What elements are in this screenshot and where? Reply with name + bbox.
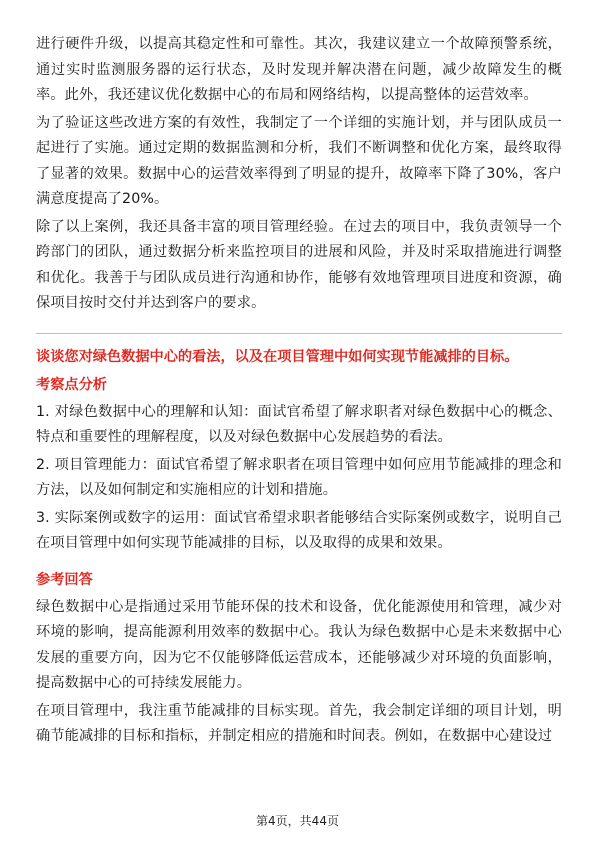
interview-question: 谈谈您对绿色数据中心的看法，以及在项目管理中如何实现节能减排的目标。: [36, 348, 519, 365]
section-divider: [36, 333, 562, 334]
analysis-item-1: 1. 对绿色数据中心的理解和认知：面试官希望了解求职者对绿色数据中心的概念、特点和重要性的理解程度，以及对绿色数据中心发展趋势的看法。: [36, 403, 562, 445]
document-body: [36, 32, 562, 752]
analysis-heading: 考察点分析: [36, 376, 107, 393]
analysis-item-2: 2. 项目管理能力：面试官希望了解求职者在项目管理中如何应用节能减排的理念和方法，以及如何制定和实施相应的计划和措施。: [36, 456, 562, 498]
answer-heading: 参考回答: [36, 571, 93, 588]
intro-paragraph-2: 为了验证这些改进方案的有效性，我制定了一个详细的实施计划，并与团队成员一起进行了实施。通过定期的数据监测和分析，我们不断调整和优化方案，最终取得了显著的效果。数据中心的运营效率得到了明显的提升，故障率下降了30%，客户满意度提高了20%。: [36, 114, 562, 207]
answer-paragraph-1: 绿色数据中心是指通过采用节能环保的技术和设备，优化能源使用和管理，减少对环境的影响，提高能源利用效率的数据中心。我认为绿色数据中心是未来数据中心发展的重要方向，因为它不仅能够降低运营成本，还能够减少对环境的负面影响，提高数据中心的可持续发展能力。: [36, 598, 562, 691]
intro-paragraph-1: 进行硬件升级，以提高其稳定性和可靠性。其次，我建议建立一个故障预警系统，通过实时监测服务器的运行状态，及时发现并解决潜在问题，减少故障发生的概率。此外，我还建议优化数据中心的布局和网络结构，以提高整体的运营效率。: [36, 36, 562, 103]
page-number: 第4页，共44页: [256, 814, 339, 828]
analysis-item-3: 3. 实际案例或数字的运用：面试官希望求职者能够结合实际案例或数字，说明自己在项目管理中如何实现节能减排的目标，以及取得的成果和效果。: [36, 509, 562, 551]
intro-paragraph-3: 除了以上案例，我还具备丰富的项目管理经验。在过去的项目中，我负责领导一个跨部门的团队，通过数据分析来监控项目的进展和风险，并及时采取措施进行调整和优化。我善于与团队成员进行沟通和协作，能够有效地管理项目进度和资源，确保项目按时交付并达到客户的要求。: [36, 218, 562, 311]
answer-paragraph-2: 在项目管理中，我注重节能减排的目标实现。首先，我会制定详细的项目计划，明确节能减排的目标和指标，并制定相应的措施和时间表。例如，在数据中心建设过: [36, 702, 562, 744]
